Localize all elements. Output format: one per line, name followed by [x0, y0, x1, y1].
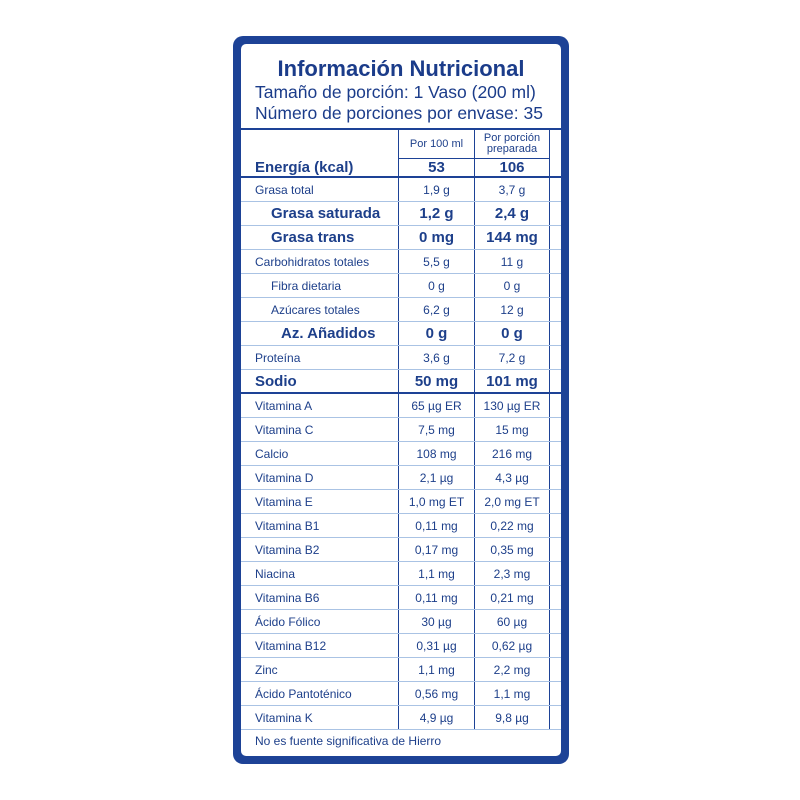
value-per100: 0 mg — [398, 226, 475, 249]
table-row — [241, 442, 561, 466]
value-per100: 0,56 mg — [398, 682, 475, 705]
column-per100-header: Por 100 ml — [398, 130, 475, 159]
value-perserving: 216 mg — [475, 442, 550, 465]
serving-size: Tamaño de porción: 1 Vaso (200 ml) — [255, 82, 536, 102]
value-per100: 0 g — [398, 274, 475, 297]
value-perserving: 130 µg ER — [475, 394, 550, 417]
nutrient-label: Vitamina K — [255, 710, 313, 725]
table-row — [241, 610, 561, 634]
table-row — [241, 178, 561, 202]
value-per100: 30 µg — [398, 610, 475, 633]
nutrient-label: Vitamina B2 — [255, 542, 320, 557]
nutrition-facts-panel — [233, 36, 569, 764]
energy-label: Energía (kcal) — [255, 159, 354, 176]
energy-per100: 53 — [398, 159, 475, 176]
nutrient-label: Vitamina B1 — [255, 518, 320, 533]
table-row — [241, 202, 561, 226]
value-per100: 1,1 mg — [398, 658, 475, 681]
value-per100: 0 g — [398, 322, 475, 345]
value-perserving: 60 µg — [475, 610, 550, 633]
table-row — [241, 370, 561, 394]
value-perserving: 2,4 g — [475, 202, 550, 225]
value-perserving: 7,2 g — [475, 346, 550, 369]
table-row — [241, 250, 561, 274]
column-perserving-line2: preparada — [486, 143, 538, 155]
value-perserving: 12 g — [475, 298, 550, 321]
nutrient-rows — [241, 178, 561, 730]
value-perserving: 101 mg — [475, 370, 550, 392]
value-per100: 1,0 mg ET — [398, 490, 475, 513]
value-per100: 108 mg — [398, 442, 475, 465]
nutrient-label: Vitamina C — [255, 422, 314, 437]
nutrient-label: Calcio — [255, 446, 289, 461]
value-per100: 0,11 mg — [398, 586, 475, 609]
nutrition-facts-inner — [241, 44, 561, 756]
nutrient-label: Azúcares totales — [271, 302, 360, 317]
value-per100: 65 µg ER — [398, 394, 475, 417]
value-per100: 1,9 g — [398, 178, 475, 201]
nutrient-label: Vitamina A — [255, 398, 313, 413]
nutrient-label: Carbohidratos totales — [255, 254, 370, 269]
table-row — [241, 706, 561, 730]
value-perserving: 0,62 µg — [475, 634, 550, 657]
value-perserving: 144 mg — [475, 226, 550, 249]
value-perserving: 3,7 g — [475, 178, 550, 201]
footnote: No es fuente significativa de Hierro — [255, 734, 442, 748]
value-perserving: 9,8 µg — [475, 706, 550, 729]
energy-perserving: 106 — [475, 159, 550, 176]
value-per100: 50 mg — [398, 370, 475, 392]
table-row — [241, 298, 561, 322]
table-row — [241, 226, 561, 250]
table-row — [241, 466, 561, 490]
table-row — [241, 394, 561, 418]
label-header — [241, 44, 561, 130]
value-per100: 2,1 µg — [398, 466, 475, 489]
value-per100: 0,17 mg — [398, 538, 475, 561]
table-row — [241, 562, 561, 586]
value-per100: 1,2 g — [398, 202, 475, 225]
value-per100: 5,5 g — [398, 250, 475, 273]
value-per100: 3,6 g — [398, 346, 475, 369]
table-row — [241, 634, 561, 658]
nutrient-label: Niacina — [255, 566, 296, 581]
value-per100: 6,2 g — [398, 298, 475, 321]
nutrient-label: Zinc — [255, 662, 278, 677]
value-perserving: 2,3 mg — [475, 562, 550, 585]
table-row — [241, 658, 561, 682]
table-row — [241, 274, 561, 298]
nutrient-label: Proteína — [255, 350, 301, 365]
table-row — [241, 514, 561, 538]
nutrient-label: Grasa trans — [271, 229, 355, 246]
table-row — [241, 682, 561, 706]
table-row — [241, 322, 561, 346]
value-perserving: 11 g — [475, 250, 550, 273]
value-perserving: 15 mg — [475, 418, 550, 441]
nutrient-label: Vitamina D — [255, 470, 314, 485]
value-perserving: 0,35 mg — [475, 538, 550, 561]
value-perserving: 0,21 mg — [475, 586, 550, 609]
value-per100: 4,9 µg — [398, 706, 475, 729]
table-row — [241, 490, 561, 514]
nutrient-label: Grasa saturada — [271, 205, 381, 222]
value-per100: 0,31 µg — [398, 634, 475, 657]
nutrient-label: Fibra dietaria — [271, 278, 342, 293]
table-row — [241, 346, 561, 370]
table-row — [241, 538, 561, 562]
column-header — [241, 130, 561, 178]
value-per100: 7,5 mg — [398, 418, 475, 441]
value-perserving: 0 g — [475, 274, 550, 297]
value-perserving: 2,0 mg ET — [475, 490, 550, 513]
nutrient-label: Vitamina B12 — [255, 638, 327, 653]
nutrient-label: Vitamina B6 — [255, 590, 320, 605]
value-per100: 0,11 mg — [398, 514, 475, 537]
nutrient-label: Az. Añadidos — [281, 325, 376, 342]
label-title: Información Nutricional — [277, 56, 525, 81]
nutrient-label: Vitamina E — [255, 494, 313, 509]
column-perserving-line1: Por porción — [483, 132, 541, 144]
value-perserving: 2,2 mg — [475, 658, 550, 681]
servings-per-container: Número de porciones por envase: 35 — [255, 103, 543, 123]
table-row — [241, 418, 561, 442]
value-per100: 1,1 mg — [398, 562, 475, 585]
value-perserving: 0 g — [475, 322, 550, 345]
nutrient-label: Grasa total — [255, 182, 314, 197]
nutrient-label: Ácido Fólico — [255, 614, 321, 629]
table-row — [241, 586, 561, 610]
value-perserving: 1,1 mg — [475, 682, 550, 705]
column-perserving-header — [475, 130, 550, 159]
nutrient-label: Sodio — [255, 372, 297, 390]
value-perserving: 0,22 mg — [475, 514, 550, 537]
nutrient-label: Ácido Pantoténico — [255, 686, 352, 701]
value-perserving: 4,3 µg — [475, 466, 550, 489]
